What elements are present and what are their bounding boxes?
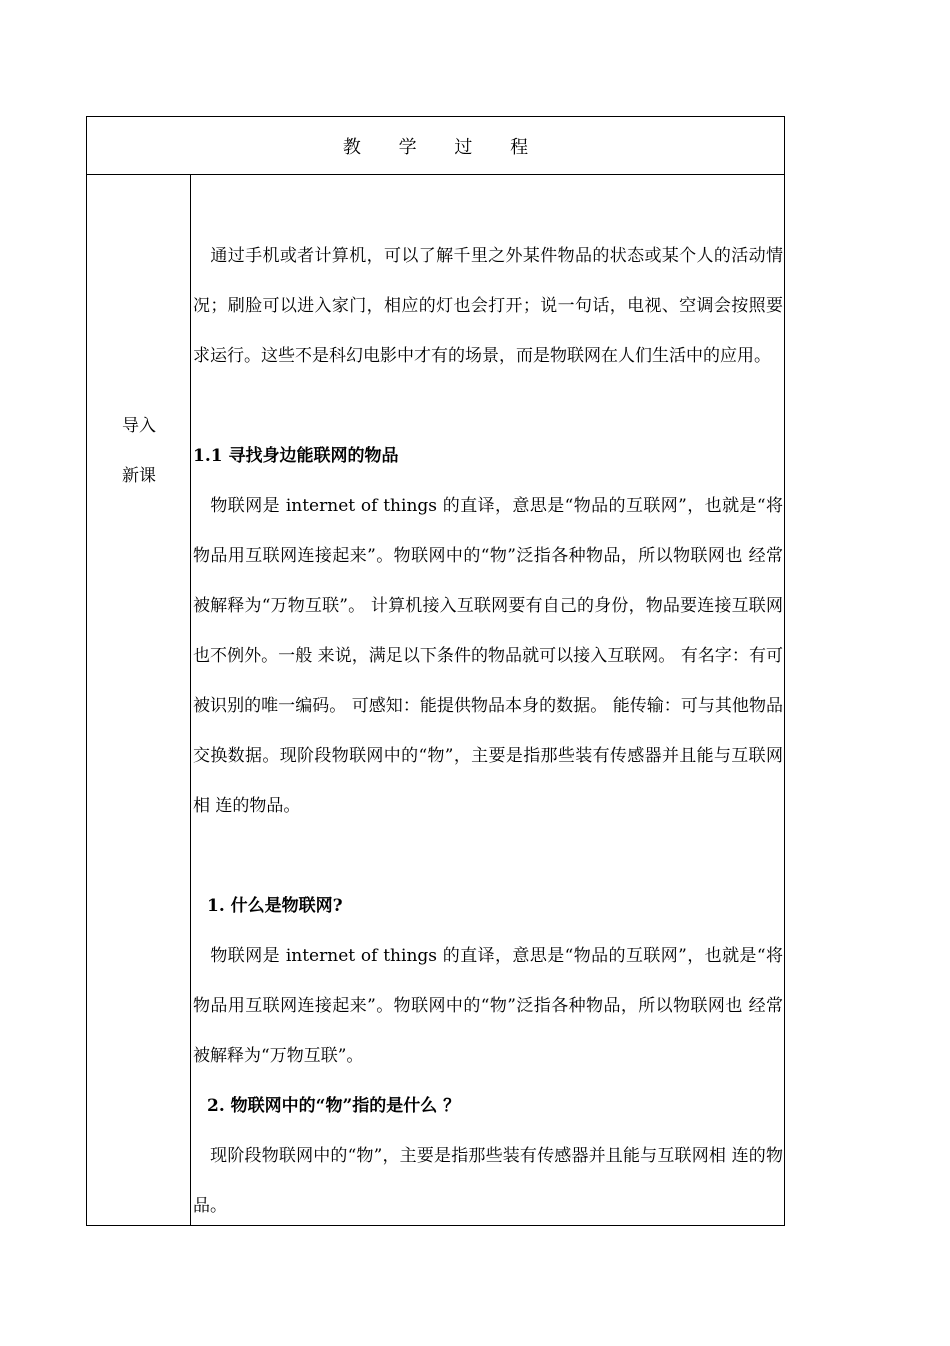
question-2: 2. 物联网中的“物”指的是什么 ？ xyxy=(207,1096,461,1116)
lesson-table xyxy=(86,116,785,1226)
paragraph-1-1: 物联网是 internet of things 的直译，意思是“物品的互联网”，也就是“将 物品用互联网连接起来”。物联网中的“物”泛指各种物品，所以物联网也 经常被解释为“万物互联”。 计算机接入互联网要有自己的身份，物品要连接互联网也不例外。一般 来说，满足以下条件的物品就可以接入互联网。 有名字：有可被识别的唯一编码。 可感知：能提供物品本身的数据。 能传输：可与其他物品交换数据。现阶段物联网中的“物”，主要是指那些装有传感器并且能与互联网相 连的物品。 xyxy=(193,496,783,816)
answer-2: 现阶段物联网中的“物”，主要是指那些装有传感器并且能与互联网相 连的物品。 xyxy=(193,1146,783,1216)
heading-1-1: 1.1 寻找身边能联网的物品 xyxy=(193,446,399,466)
section-label-line2: 新课 xyxy=(122,466,156,486)
content-cell xyxy=(193,175,784,1225)
section-label-line1: 导入 xyxy=(122,416,156,436)
answer-1: 物联网是 internet of things 的直译，意思是“物品的互联网”，也就是“将 物品用互联网连接起来”。物联网中的“物”泛指各种物品，所以物联网也 经常被解释为“万物互联”。 xyxy=(193,946,783,1066)
table-header-title: 教 学 过 程 xyxy=(342,136,545,158)
intro-paragraph: 通过手机或者计算机，可以了解千里之外某件物品的状态或某个人的活动情况；刷脸可以进入家门，相应的灯也会打开；说一句话，电视、空调会按照要求运行。这些不是科幻电影中才有的场景，而是物联网在人们生活中的应用。 xyxy=(193,246,783,366)
question-1: 1. 什么是物联网? xyxy=(207,896,343,916)
section-label-cell xyxy=(87,175,191,1225)
table-header-row xyxy=(87,117,784,175)
section-label xyxy=(87,401,191,501)
